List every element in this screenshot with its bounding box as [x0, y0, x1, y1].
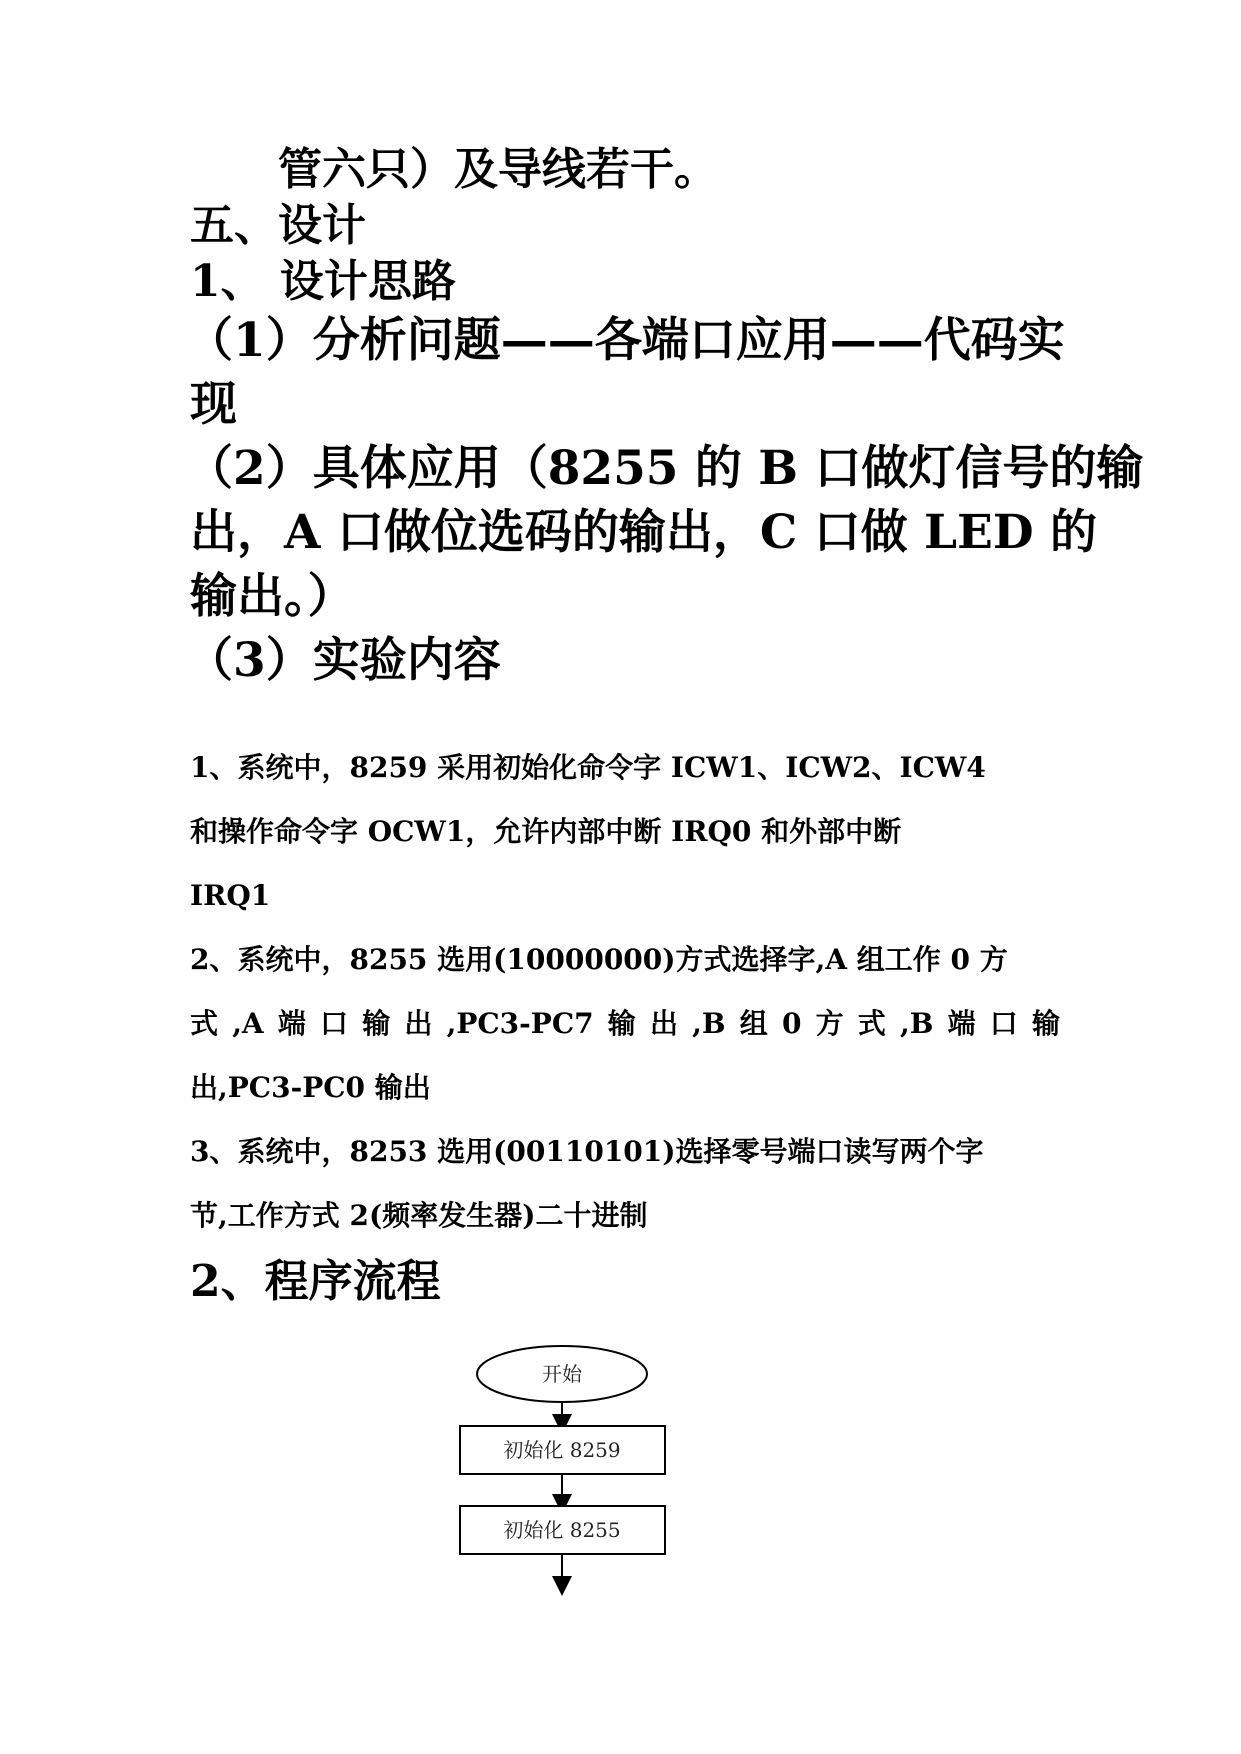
paragraph-line: 2、系统中，8255 选用(10000000)方式选择字,A 组工作 0 方	[190, 943, 1008, 976]
text-line: 管六只）及导线若干。	[278, 144, 718, 195]
justified-token: 端	[277, 1007, 306, 1040]
justified-token: 输	[1031, 1007, 1060, 1040]
justified-token: ,PC3-PC7	[446, 1007, 594, 1040]
text-line: 现	[190, 377, 237, 432]
justified-token: 组	[739, 1007, 768, 1040]
justified-token: 输	[607, 1007, 636, 1040]
flow-start-label: 开始	[542, 1362, 582, 1386]
text-line: 输出。）	[190, 569, 355, 624]
section-heading: 五、设计	[190, 200, 366, 251]
paragraph-line: 和操作命令字 OCW1，允许内部中断 IRQ0 和外部中断	[190, 815, 902, 848]
justified-token: ,B	[899, 1007, 934, 1040]
text-line: （2）具体应用（8255 的 B 口做灯信号的输	[186, 441, 1144, 496]
justified-token: 式	[857, 1007, 886, 1040]
text-line: 出，A 口做位选码的输出，C 口做 LED 的	[190, 505, 1097, 560]
subsection-heading: 2、程序流程	[190, 1256, 441, 1307]
text-line: （3）实验内容	[186, 633, 501, 688]
justified-token: 输	[362, 1007, 391, 1040]
text-line: （1）分析问题——各端口应用——代码实	[186, 313, 1065, 368]
flow-step-label: 初始化 8259	[503, 1438, 621, 1462]
paragraph-line: 3、系统中，8253 选用(00110101)选择零号端口读写两个字	[190, 1135, 984, 1168]
subsection-heading: 1、 设计思路	[190, 256, 456, 307]
justified-token: 式	[190, 1007, 219, 1040]
flow-step-label: 初始化 8255	[503, 1518, 621, 1542]
paragraph-line: 1、系统中，8259 采用初始化命令字 ICW1、ICW2、ICW4	[190, 751, 986, 784]
paragraph-line: 节,工作方式 2(频率发生器)二十进制	[190, 1199, 648, 1232]
justified-token: 出	[404, 1007, 433, 1040]
paragraph-line: IRQ1	[190, 879, 271, 912]
justified-token: 0	[781, 1007, 802, 1040]
justified-token: 口	[320, 1007, 349, 1040]
justified-token: 口	[989, 1007, 1018, 1040]
justified-token: ,A	[232, 1007, 264, 1040]
justified-token: ,B	[692, 1007, 726, 1040]
justified-token: 方	[815, 1007, 844, 1040]
paragraph-line: 出,PC3-PC0 输出	[190, 1071, 431, 1104]
justified-token: 端	[947, 1007, 976, 1040]
justified-token: 出	[649, 1007, 678, 1040]
